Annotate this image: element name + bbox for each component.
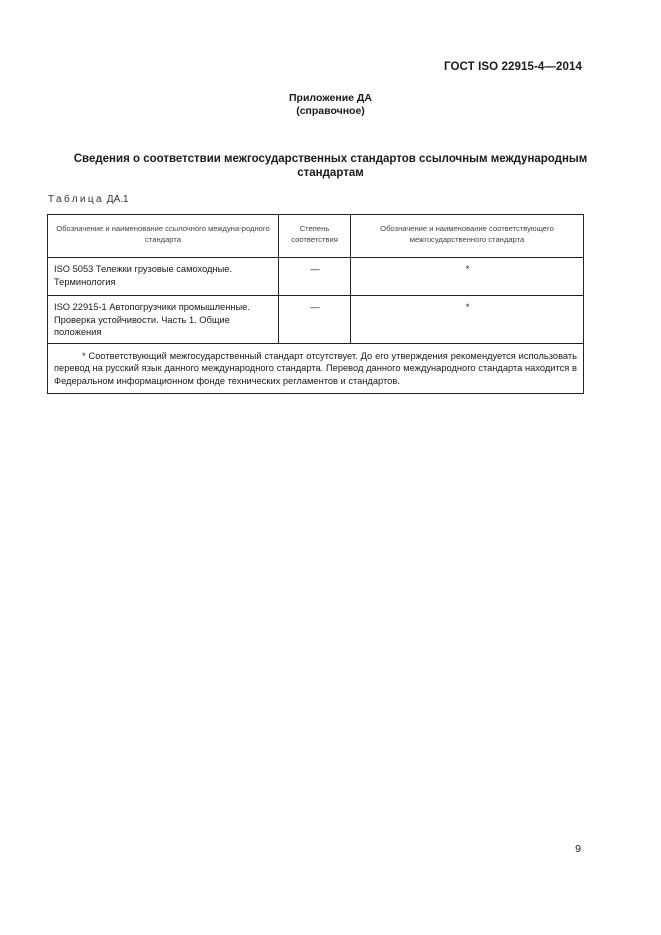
section-heading: Сведения о соответствии межгосударственных стандартов ссылочным международным стандартам [73,153,588,179]
table-footnote-row [48,343,584,394]
cell-reference: ISO 22915-1 Автопогрузчики промышленные. Проверка устойчивости. Часть 1. Общие положения [48,296,279,344]
table-caption [48,194,129,205]
table-row [48,258,584,296]
table-footnote: * Соответствующий межгосударственный стандарт отсутствует. До его утверждения рекомендуется использовать перевод на русский язык данного международного стандарта. Перевод данного международного стандарта находится в Федеральном информационном фонде технических регламентов и стандартов. [48,343,584,394]
annex-heading [0,92,661,118]
table-row [48,296,584,344]
cell-degree: — [279,258,351,296]
cell-degree: — [279,296,351,344]
annex-title: Приложение ДА [289,92,372,104]
page-number: 9 [575,843,581,855]
table-header-row [48,215,584,258]
column-header-degree: Степень соответствия [279,215,351,258]
column-header-reference: Обозначение и наименование ссылочного междуна-родного стандарта [48,215,279,258]
cell-interstate: * [351,258,584,296]
cell-reference: ISO 5053 Тележки грузовые самоходные. Терминология [48,258,279,296]
document-code: ГОСТ ISO 22915-4—2014 [444,61,582,73]
table-caption-word: Таблица [48,194,105,205]
correspondence-table [47,214,584,394]
cell-interstate: * [351,296,584,344]
column-header-interstate: Обозначение и наименование соответствующего межгосударственного стандарта [351,215,584,258]
table-caption-number: ДА.1 [106,194,129,205]
annex-type: (справочное) [296,105,365,117]
